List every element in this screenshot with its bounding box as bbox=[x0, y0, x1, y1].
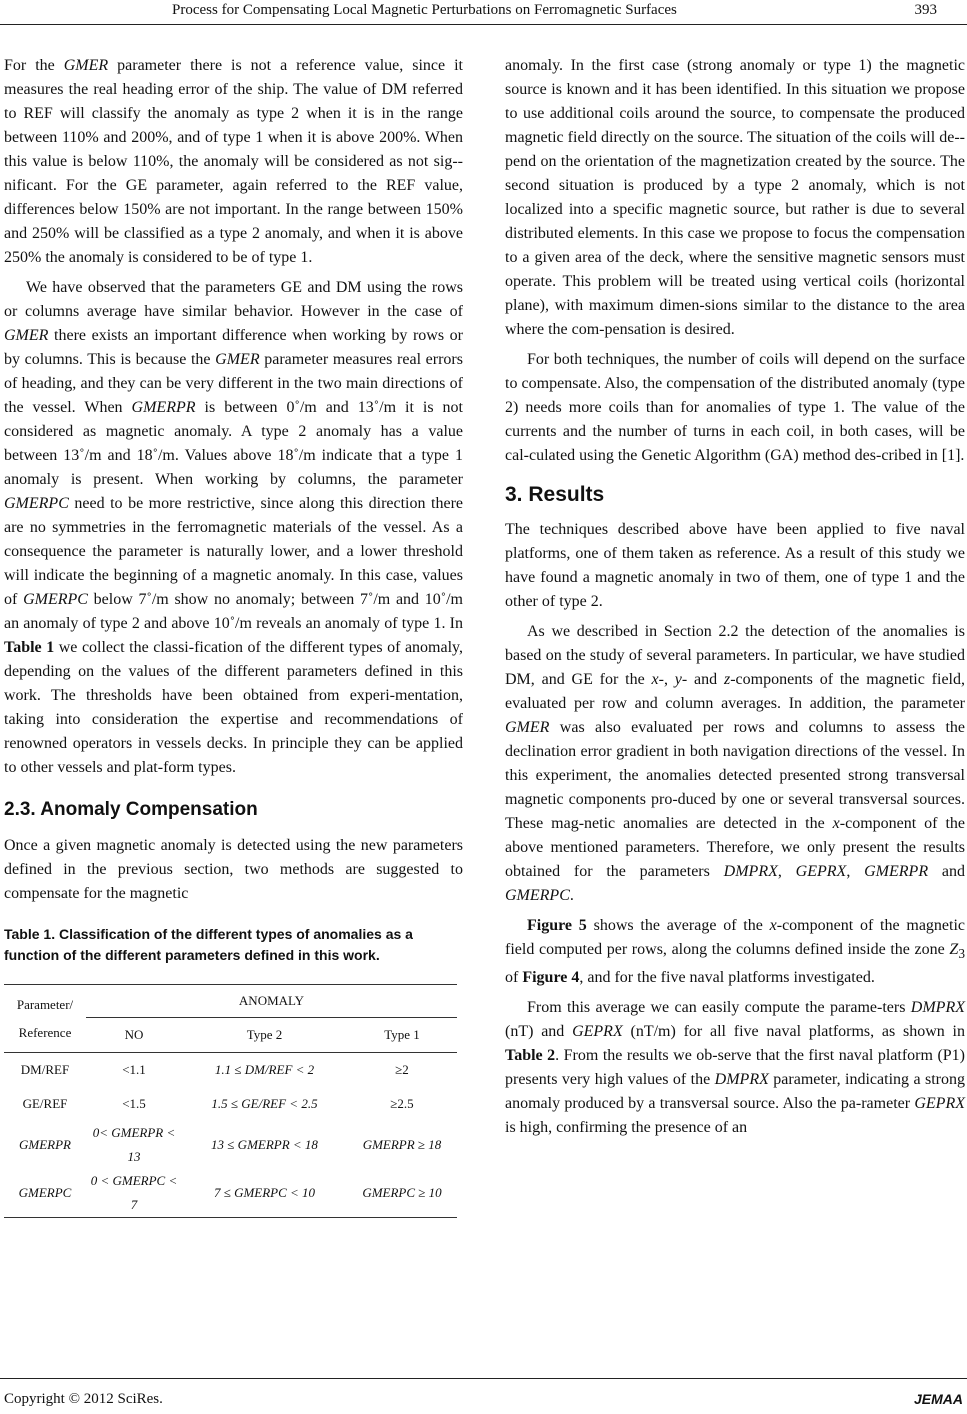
param-header-line: Reference bbox=[18, 1024, 72, 1040]
section-heading: 3. Results bbox=[505, 483, 605, 506]
paragraph: For both techniques, the number of coils will depend on the surface to compensate. Also, the compensation of the distributed anomaly (type 2) needs more coils than for anomalies of type 1. The value of the currents and the number of turns in each coil, in both cases, will be cal-culated using the Genetic Algorithm (GA) method des-cribed in [1]. bbox=[505, 351, 965, 464]
col-header-type2: Type 2 bbox=[246, 1027, 283, 1042]
paragraph: As we described in Section 2.2 the detection of the anomalies is based on the study of several parameters. In particular, we have studied DM, and GE for the x-, y- and z-components of the magnetic field, evaluated per row and column averages. In addition, the parameter GMER was also evaluated per rows and columns to assess the declination error gradient in both navigation directions of the vessel. In this experiment, the anomalies detected presented strong transversal magnetic components pro-duced by one or several transversal sources. These mag-netic anomalies are detected in the x-component of the above mentioned parameters. Therefore, we only present the results obtained for the parameters DMPRX, GEPRX, GMERPR and GMERPC. bbox=[505, 623, 966, 904]
paragraph: The techniques described above have been applied to five naval platforms, one of them taken as reference. As a result of this study we have found a magnetic anomaly in two of them, one of type 1 and the other of type 2. bbox=[505, 521, 965, 610]
copyright-notice: Copyright © 2012 SciRes. bbox=[4, 1391, 163, 1407]
table-row bbox=[4, 1169, 457, 1218]
cell-type2: 1.1 ≤ DM/REF < 2 bbox=[182, 1053, 347, 1088]
cell-no: 0< GMERPR < 13 bbox=[92, 1125, 176, 1164]
journal-name: JEMAA bbox=[913, 1391, 963, 1407]
cell-no: 0 < GMERPC < 7 bbox=[86, 1169, 182, 1218]
right-column bbox=[505, 54, 965, 1140]
cell-type1: GMERPC ≥ 10 bbox=[347, 1169, 457, 1218]
anomaly-group-header: ANOMALY bbox=[86, 985, 457, 1018]
cell-type2: 13 ≤ GMERPR < 18 bbox=[211, 1137, 318, 1152]
paragraph: From this average we can easily compute the parame-ters DMPRX (nT) and GEPRX (nT/m) for all five naval platforms, as shown in Table 2. From the results we ob-serve that the first naval platform (P1) presents very high values of the DMPRX parameter, indicating a strong anomaly produced by a transversal source. Also the pa-rameter GEPRX is high, confirming the presence of an bbox=[505, 999, 966, 1137]
paragraph: Figure 5 shows the average of the x-component of the magnetic field computed per rows, along the columns defined inside the zone $Z_3$ of Figure 4, and for the five naval platforms investigated. bbox=[505, 917, 966, 987]
col-header-no: NO bbox=[124, 1027, 144, 1042]
cell-type1: ≥2 bbox=[347, 1053, 457, 1088]
header-rule bbox=[0, 24, 967, 25]
cell-type2: 7 ≤ GMERPC < 10 bbox=[182, 1169, 347, 1218]
param-header bbox=[4, 985, 86, 1053]
table-row bbox=[4, 1121, 457, 1169]
paragraph: For the GMER parameter there is not a reference value, since it measures the real heading error of the ship. The value of DM referred to REF will classify the anomaly as type 2 when it is in the range between 110% and 200%, and of type 1 when it is above 200%. When this value is below 110%, the anomaly will be considered as not sig-nificant. For the GE parameter, again referred to the REF value, differences below 150% are not important. In the range between 150% and 250% will be classified as a type 2 anomaly, and when it is above 250% the anomaly is considered to be of type 1. bbox=[4, 57, 463, 266]
page-number: 393 bbox=[914, 2, 937, 18]
cell-type1: GMERPR ≥ 18 bbox=[362, 1137, 442, 1152]
anomaly-classification-table bbox=[4, 984, 457, 1218]
row-param: GMERPR bbox=[19, 1137, 71, 1152]
paragraph: Once a given magnetic anomaly is detected using the new parameters defined in the previous section, two methods are suggested to compensate for the magnetic bbox=[4, 837, 463, 902]
paragraph: We have observed that the parameters GE and DM using the rows or columns average have similar behavior. However in the case of GMER there exists an important difference when working by rows or by columns. This is because the GMER parameter measures real errors of heading, and they can be very different in the two main directions of the vessel. When GMERPR is between 0˚/m and 13˚/m it is not considered as magnetic anomaly. A type 2 anomaly has a value between 13˚/m and 18˚/m. Values above 18˚/m indicate that a type 1 anomaly is present. When working by columns, the parameter GMERPC need to be more restrictive, since along this direction there are no symmetries in the ferromagnetic materials of the vessel. As a consequence the parameter is naturally lower, and a lower threshold will indicate the beginning of a magnetic anomaly. In this case, values of GMERPC below 7˚/m show no anomaly; between 7˚/m and 10˚/m an anomaly of type 2 and above 10˚/m reveals an anomaly of type 1. In Table 1 we collect the classi-fication of the different types of anomaly, depending on the values of the different parameters defined in this work. The thresholds have been obtained from experi-mentation, taking into consideration the expertise and recommendations of renowned operators in vessels decks. In principle they can be applied to other vessels and plat-form types. bbox=[4, 279, 464, 776]
cell-type1: ≥2.5 bbox=[390, 1096, 414, 1111]
cell-no: <1.1 bbox=[86, 1053, 182, 1088]
section-heading: 2.3. Anomaly Compensation bbox=[4, 799, 258, 820]
table-row bbox=[4, 1087, 457, 1121]
param-header-line: Parameter/ bbox=[16, 996, 74, 1012]
cell-type2: 1.5 ≤ GE/REF < 2.5 bbox=[211, 1096, 318, 1111]
left-column bbox=[4, 54, 463, 1218]
running-title: Process for Compensating Local Magnetic Perturbations on Ferromagnetic Surfaces bbox=[172, 2, 677, 18]
cell-no: <1.5 bbox=[122, 1096, 146, 1111]
table-row bbox=[4, 1053, 457, 1088]
row-param: GE/REF bbox=[22, 1096, 68, 1111]
running-header bbox=[0, 0, 967, 24]
row-param: DM/REF bbox=[4, 1053, 86, 1088]
paragraph: anomaly. In the first case (strong anomaly or type 1) the magnetic source is known and it has been identified. In this situation we propose to use additional coils around the source, to compensate the produced magnetic field directly on the source. The situation of the coils will de-pend on the orientation of the magnetization created by the source. The second situation is produced by a type 2 anomaly, which is not localized into a specific magnetic source, but rather is due to several distributed elements. In this case we propose to focus the compensation to a given area of the deck, where the sensitive magnetic sensors must operate. This problem will be treated using vertical coils (horizontal plane), with maximum dimen-sions similar to the distance to the area where the com-pensation is desired. bbox=[505, 57, 965, 338]
table-caption: Table 1. Classification of the different types of anomalies as a function of the different parameters defined in this work. bbox=[4, 926, 413, 963]
page-footer bbox=[0, 1378, 967, 1407]
col-header-type1: Type 1 bbox=[384, 1027, 420, 1042]
row-param: GMERPC bbox=[4, 1169, 86, 1218]
